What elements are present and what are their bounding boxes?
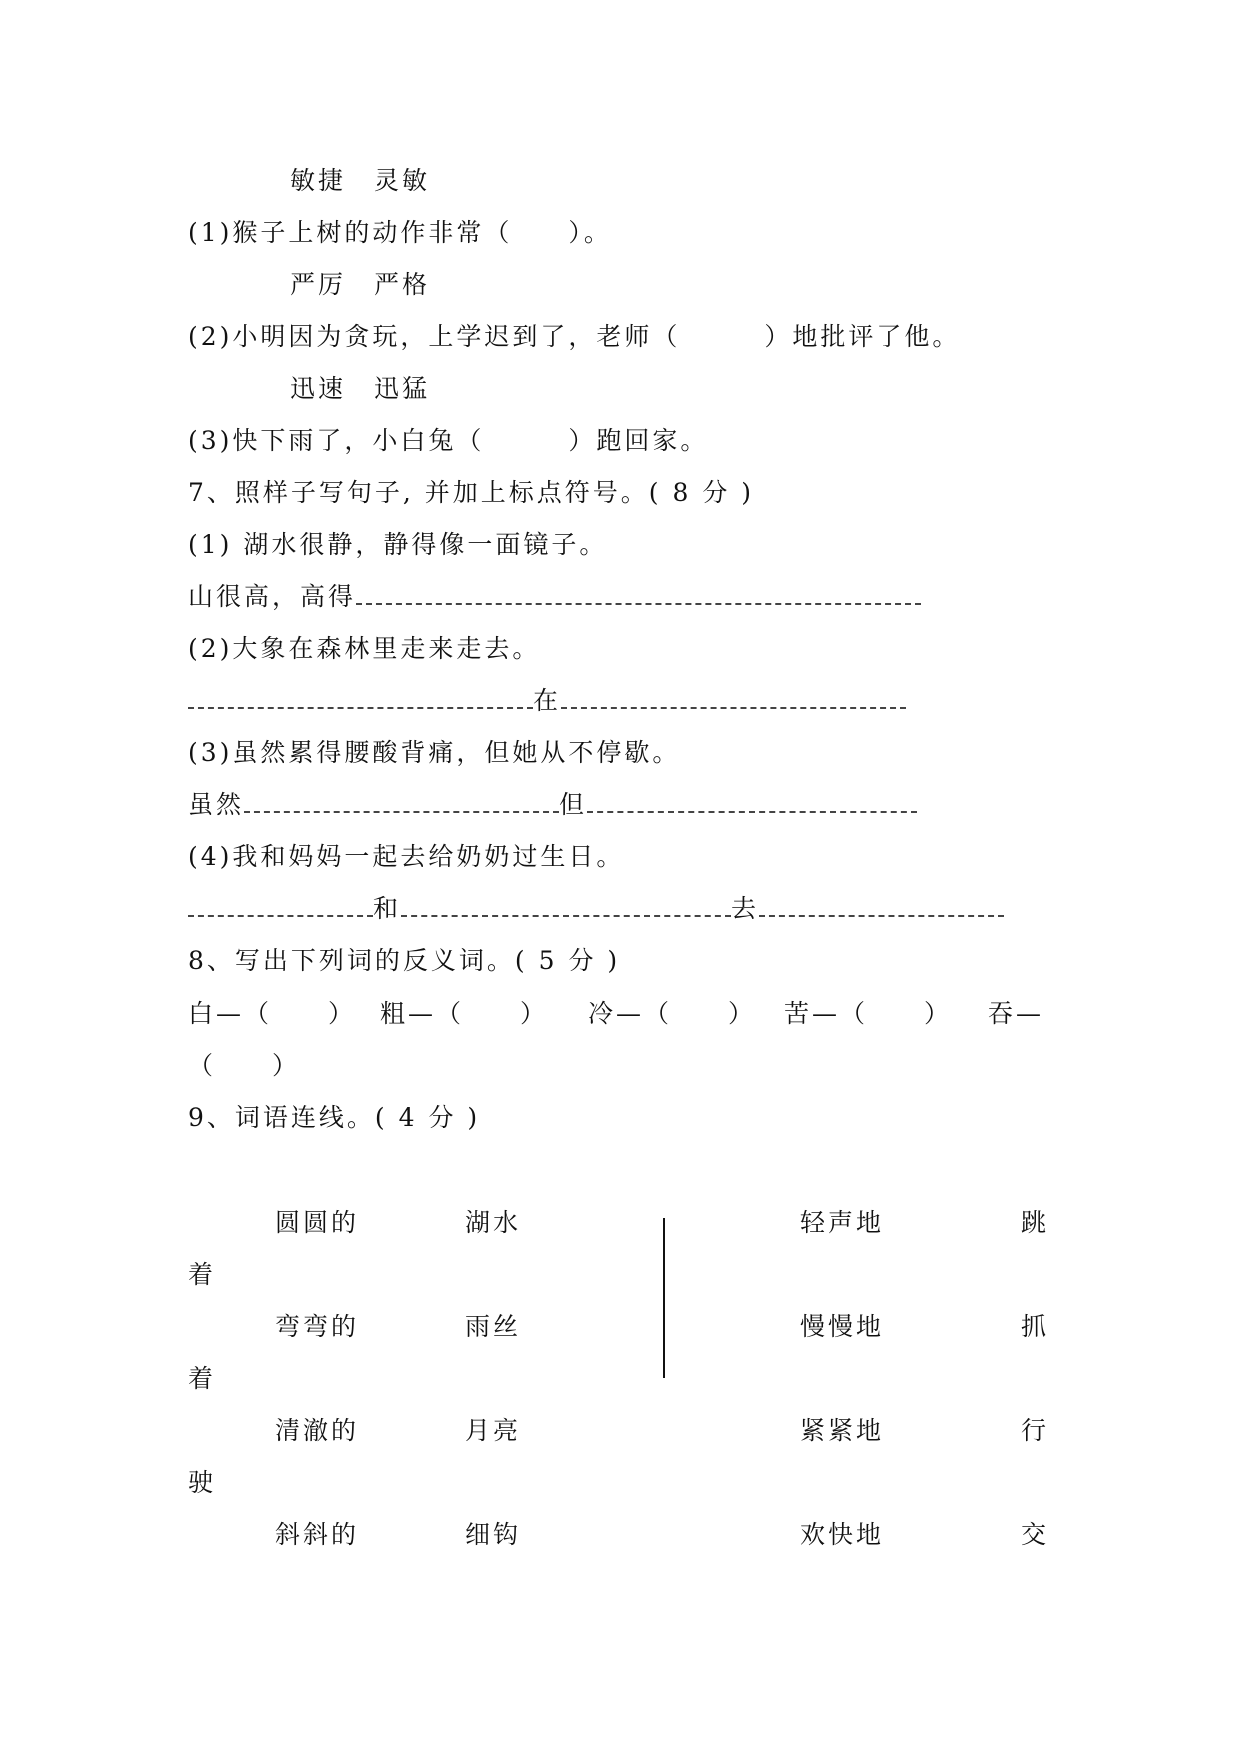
q7-example-4: (4)我和妈妈一起去给奶奶过生日。	[188, 842, 625, 871]
divider-line	[663, 1218, 665, 1378]
match-right-a[interactable]: 轻声地	[800, 1208, 885, 1237]
antonym-1: 白—（ ）	[188, 999, 357, 1028]
match-right-b[interactable]: 交	[1021, 1520, 1050, 1549]
match-right-a[interactable]: 紧紧地	[800, 1416, 885, 1445]
match-wrap: 着	[188, 1364, 217, 1393]
q9-heading: 9、词语连线。( 4 分 )	[188, 1103, 481, 1132]
match-left-b[interactable]: 湖水	[465, 1208, 522, 1237]
q7-answer-4-a: 和	[373, 894, 402, 923]
match-left-a[interactable]: 斜斜的	[275, 1520, 360, 1549]
match-left-b[interactable]: 雨丝	[465, 1312, 522, 1341]
blank-line[interactable]	[188, 897, 373, 917]
antonym-5: 吞—	[988, 999, 1045, 1028]
q7-answer-4-b: 去	[731, 894, 760, 923]
match-left-b[interactable]: 细钩	[465, 1520, 522, 1549]
q7-answer-3-a: 虽然	[188, 790, 245, 819]
q7-example-1: (1) 湖水很静，静得像一面镜子。	[188, 530, 608, 559]
word-pair-2: 严厉 严格	[290, 270, 431, 299]
blank-line[interactable]	[188, 689, 533, 709]
match-right-b[interactable]: 行	[1021, 1416, 1050, 1445]
word-pair-3: 迅速 迅猛	[290, 374, 431, 403]
match-wrap: 着	[188, 1260, 217, 1289]
q7-answer-1-start: 山很高，高得	[188, 582, 357, 611]
match-right-a[interactable]: 欢快地	[800, 1520, 885, 1549]
antonym-2: 粗—（ ）	[380, 999, 549, 1028]
q7-answer-4	[188, 893, 1004, 925]
blank-line[interactable]	[561, 689, 906, 709]
word-pair-1: 敏捷 灵敏	[290, 166, 431, 195]
q7-example-3: (3)虽然累得腰酸背痛，但她从不停歇。	[188, 738, 681, 767]
match-left-a[interactable]: 弯弯的	[275, 1312, 360, 1341]
q6-item-2: (2)小明因为贪玩，上学迟到了，老师（ ）地批评了他。	[188, 322, 961, 351]
match-wrap: 驶	[188, 1468, 217, 1497]
q7-heading: 7、照样子写句子, 并加上标点符号。( 8 分 )	[188, 478, 755, 507]
match-left-a[interactable]: 清澈的	[275, 1416, 360, 1445]
antonym-3: 冷—（ ）	[588, 999, 757, 1028]
match-left-b[interactable]: 月亮	[465, 1416, 522, 1445]
q6-item-3: (3)快下雨了，小白兔（ ）跑回家。	[188, 426, 709, 455]
match-left-a[interactable]: 圆圆的	[275, 1208, 360, 1237]
blank-line[interactable]	[759, 897, 1004, 917]
q7-answer-3	[188, 789, 917, 821]
q7-answer-2	[188, 685, 906, 717]
q7-answer-2-mid: 在	[533, 686, 562, 715]
match-right-b[interactable]: 跳	[1021, 1208, 1050, 1237]
q7-example-2: (2)大象在森林里走来走去。	[188, 634, 541, 663]
q6-item-1: (1)猴子上树的动作非常（ ）。	[188, 218, 612, 247]
q8-heading: 8、写出下列词的反义词。( 5 分 )	[188, 946, 621, 975]
blank-line[interactable]	[401, 897, 731, 917]
antonym-5-cont: （ ）	[188, 1051, 301, 1080]
blank-line[interactable]	[244, 793, 559, 813]
match-right-a[interactable]: 慢慢地	[800, 1312, 885, 1341]
q7-answer-1	[188, 581, 921, 613]
blank-line[interactable]	[356, 585, 921, 605]
match-right-b[interactable]: 抓	[1021, 1312, 1050, 1341]
q7-answer-3-b: 但	[559, 790, 588, 819]
antonym-4: 苦—（ ）	[784, 999, 953, 1028]
blank-line[interactable]	[587, 793, 917, 813]
